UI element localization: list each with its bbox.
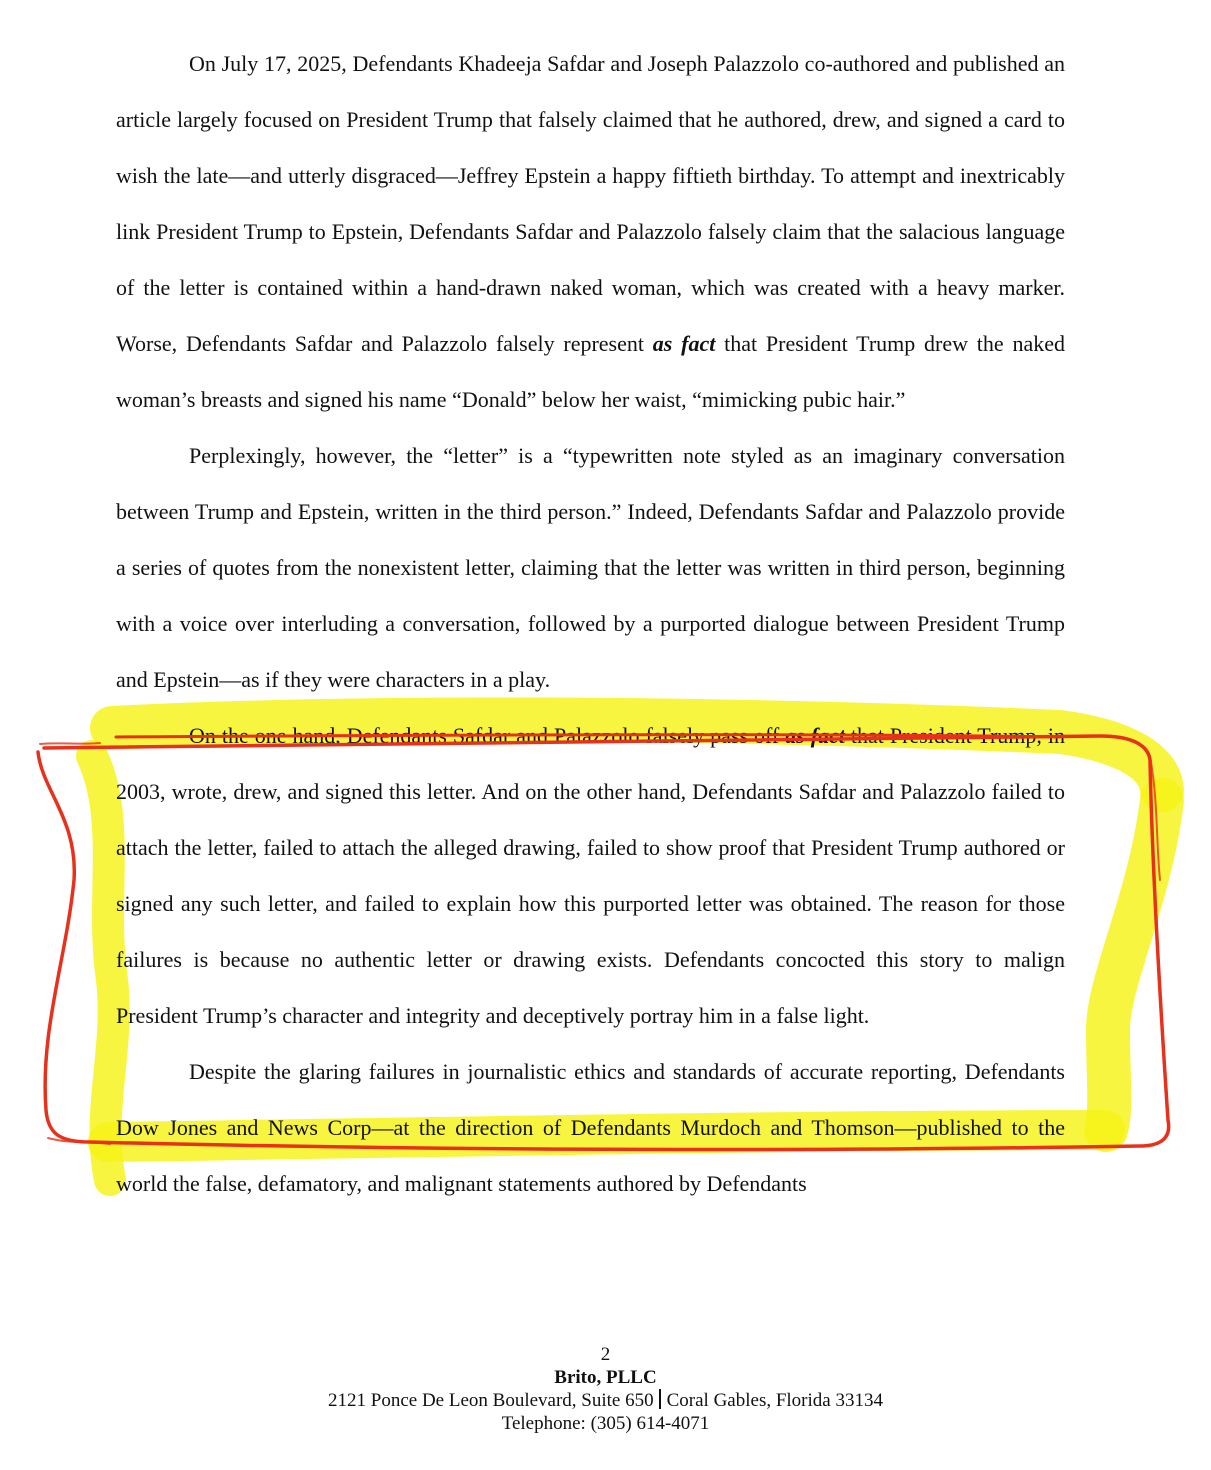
paragraph-1-text-b: that President Trump drew the naked woman’s breasts and signed his name “Donald” below her waist, “mimicking pubic hair.” (116, 331, 1065, 412)
highlight-left-stroke (92, 756, 114, 1180)
document-body (116, 36, 1065, 1212)
address-street: 2121 Ponce De Leon Boulevard, Suite 650 (328, 1390, 654, 1411)
address-separator (659, 1389, 661, 1409)
paragraph-4 (116, 1044, 1065, 1212)
address-city: Coral Gables, Florida 33134 (666, 1390, 883, 1411)
page-number: 2 (600, 1344, 611, 1365)
paragraph-1-text-a: On July 17, 2025, Defendants Khadeeja Safdar and Joseph Palazzolo co-authored and published an article largely focused on President Trump that falsely claimed that he authored, drew, and signed a card to wish the late—and utterly disgraced—Jeffrey Epstein a happy fiftieth birthday. To attempt and inextricably link President Trump to Epstein, Defendants Safdar and Palazzolo falsely claim that the salacious language of the letter is contained within a hand-drawn naked woman, which was created with a heavy marker. Worse, Defendants Safdar and Palazzolo falsely represent (116, 51, 1065, 356)
paragraph-3 (116, 708, 1065, 1044)
highlight-right-stroke (1106, 800, 1162, 1130)
paragraph-3-text-b: that President Trump, in 2003, wrote, drew, and signed this letter. And on the other hand, Defendants Safdar and Palazzolo failed to attach the letter, failed to attach the alleged drawing, failed to show proof that President Trump authored or signed any such letter, and failed to explain how this purported letter was obtained. The reason for those failures is because no authentic letter or drawing exists. Defendants concocted this story to malign President Trump’s character and integrity and deceptively portray him in a false light. (116, 723, 1066, 1028)
paragraph-2 (116, 428, 1065, 708)
firm-address (0, 1389, 1211, 1412)
page-footer (0, 1343, 1211, 1435)
paragraph-3-text-a: On the one hand, Defendants Safdar and Palazzolo falsely pass off (189, 723, 786, 748)
paragraph-2-text: Perplexingly, however, the “letter” is a “typewritten note styled as an imaginary conversation between Trump and Epstein, written in the third person.” Indeed, Defendants Safdar and Palazzolo provide a series of quotes from the nonexistent letter, claiming that the letter was written in third person, beginning with a voice over interluding a conversation, followed by a purported dialogue between President Trump and Epstein—as if they were characters in a play. (116, 443, 1065, 692)
paragraph-4-text: Despite the glaring failures in journalistic ethics and standards of accurate reporting, Defendants Dow Jones and News Corp—at the direction of Defendants Murdoch and Thomson—published to the world the false, defamatory, and malignant statements authored by Defendants (116, 1059, 1065, 1196)
paragraph-1 (116, 36, 1065, 428)
firm-telephone: Telephone: (305) 614-4071 (501, 1413, 710, 1434)
paragraph-1-emphasis: as fact (652, 331, 716, 356)
firm-name: Brito, PLLC (554, 1367, 657, 1388)
paragraph-3-emphasis: as fact (785, 723, 845, 748)
